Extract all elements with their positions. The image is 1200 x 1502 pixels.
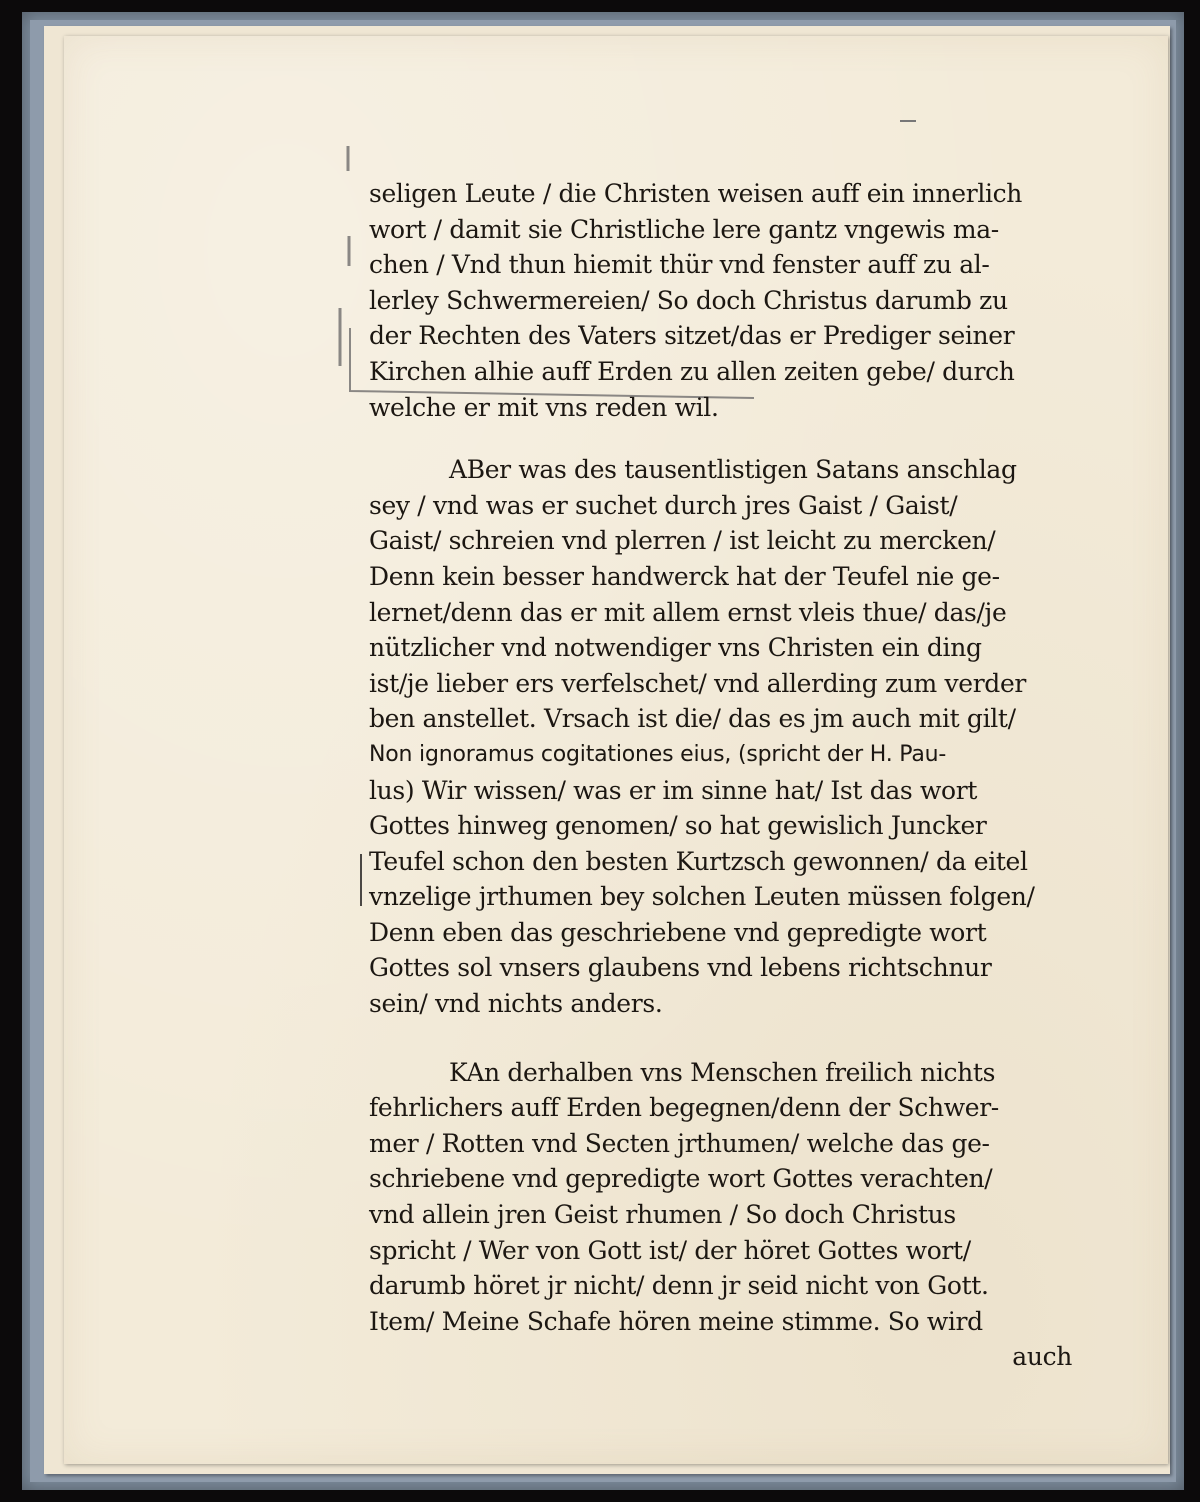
text-line: seligen Leute / die Christen weisen auff ein innerlich (369, 179, 1023, 208)
paragraph-3 (369, 1055, 1084, 1340)
text-line: Gottes hinweg genomen/ so hat gewislich Juncker (369, 811, 987, 841)
text-line: Gottes sol vnsers glaubens vnd lebens richtschnur (369, 953, 992, 983)
text-line: nützlicher vnd notwendiger vns Christen ein ding (369, 633, 982, 663)
text-line: lerley Schwermereien/ So doch Christus darumb zu (369, 285, 1008, 315)
text-line: Denn kein besser handwerck hat der Teufel nie ge- (369, 561, 1000, 591)
paragraph-gap (369, 425, 1084, 452)
text-line: lus) Wir wissen/ was er im sinne hat/ Ist das wort (369, 775, 978, 805)
text-line: der Rechten des Vaters sitzet/das er Prediger seiner (369, 321, 1015, 351)
text-line: sein/ vnd nichts anders. (369, 989, 663, 1019)
text-line: sey / vnd was er suchet durch jres Gaist / Gaist/ (369, 490, 958, 520)
text-line: ist/je lieber ers verfelschet/ vnd allerding zum verder (369, 668, 1027, 698)
text-line: Denn eben das geschriebene vnd gepredigte wort (369, 917, 987, 947)
text-line: vnzelige jrthumen bey solchen Leuten müssen folgen/ (369, 882, 1035, 912)
paragraph-gap (369, 1022, 1084, 1055)
text-line: lernet/denn das er mit allem ernst vleis thue/ das/je (369, 597, 1007, 627)
text-line: KAn derhalben vns Menschen freilich nichts (449, 1057, 996, 1087)
page-mark (900, 120, 916, 122)
text-line: Gaist/ schreien vnd plerren / ist leicht zu mercken/ (369, 526, 996, 556)
text-line: ABer was des tausentlistigen Satans anschlag (449, 455, 1017, 485)
text-line: ben anstellet. Vrsach ist die/ das es jm auch mit gilt/ (369, 704, 1016, 734)
text-line: chen / Vnd thun hiemit thür vnd fenster auff zu al- (369, 250, 990, 280)
text-body (369, 176, 1084, 1375)
paragraph-2 (369, 452, 1084, 1022)
text-line: darumb höret jr nicht/ denn jr seid nicht von Gott. (369, 1271, 989, 1301)
catchword: auch (1012, 1342, 1072, 1372)
text-line: wort / damit sie Christliche lere gantz vngewis ma- (369, 214, 999, 244)
text-line: vnd allein jren Geist rhumen / So doch Christus (369, 1200, 956, 1230)
text-line: Kirchen alhie auff Erden zu allen zeiten gebe/ durch (369, 356, 1015, 386)
text-line: spricht / Wer von Gott ist/ der höret Gottes wort/ (369, 1235, 971, 1265)
text-line: fehrlichers auff Erden begegnen/denn der Schwer- (369, 1093, 999, 1123)
text-line-latin: Non ignoramus cogitationes eius, (spricht der H. Pau- (369, 741, 947, 767)
text-line: welche er mit vns reden wil. (369, 392, 719, 422)
paragraph-1 (369, 176, 1084, 425)
text-line: Teufel schon den besten Kurtzsch gewonnen/ da eitel (369, 846, 1028, 876)
text-line: schriebene vnd gepredigte wort Gottes verachten/ (369, 1164, 993, 1194)
book-page (64, 36, 1168, 1464)
text-line: Item/ Meine Schafe hören meine stimme. So wird (369, 1306, 983, 1336)
text-line: mer / Rotten vnd Secten jrthumen/ welche das ge- (369, 1128, 990, 1158)
